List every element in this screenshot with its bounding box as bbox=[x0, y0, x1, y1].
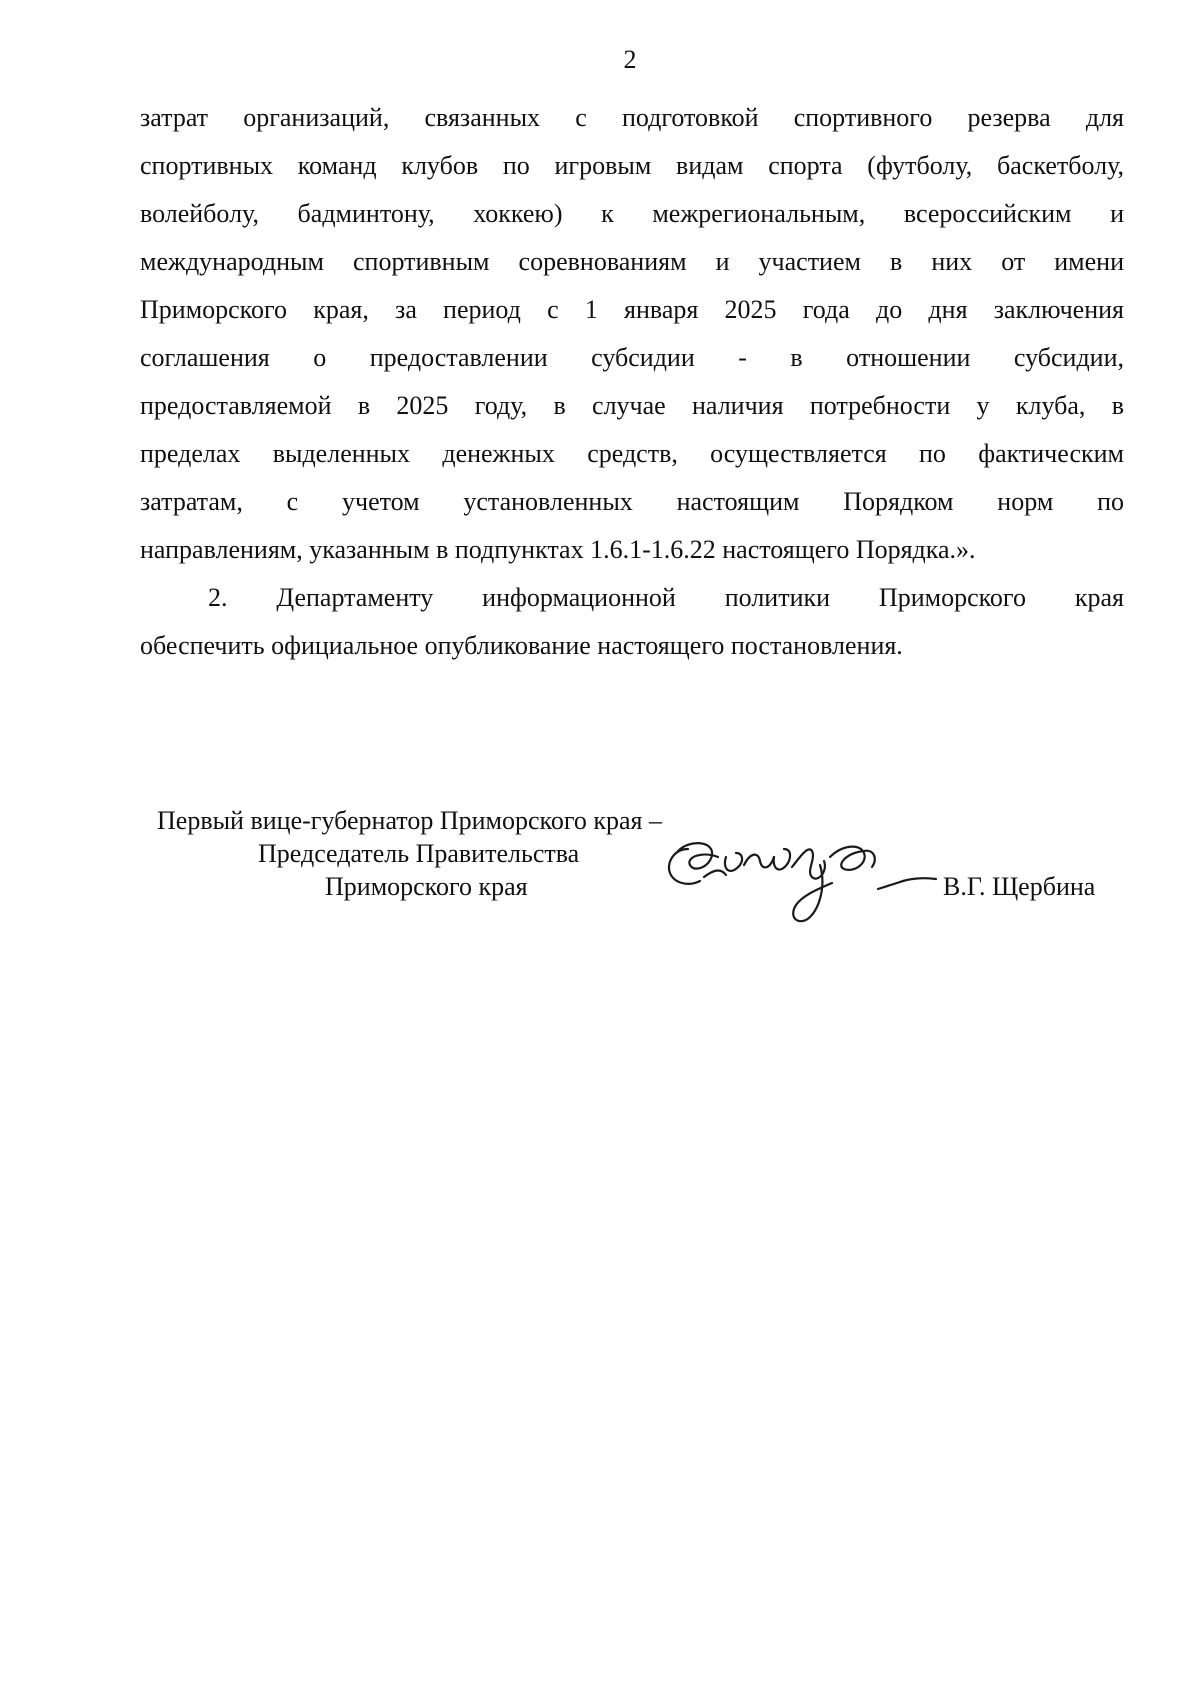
page-number: 2 bbox=[623, 45, 637, 74]
signatory-title-line-1: Первый вице-губернатор Приморского края – bbox=[157, 806, 662, 835]
body-line: затрат организаций, связанных с подготовкой спортивного резерва для bbox=[140, 103, 1124, 132]
body-line: затратам, с учетом установленных настоящим Порядком норм по bbox=[140, 487, 1124, 516]
signatory-title-line-2: Председатель Правительства bbox=[258, 839, 580, 868]
body-line: спортивных команд клубов по игровым видам спорта (футболу, баскетболу, bbox=[140, 151, 1124, 180]
body-line: обеспечить официальное опубликование настоящего постановления. bbox=[140, 631, 903, 660]
body-line: предоставляемой в 2025 году, в случае наличия потребности у клуба, в bbox=[140, 391, 1124, 420]
body-line: направлениям, указанным в подпунктах 1.6.1-1.6.22 настоящего Порядка.». bbox=[140, 535, 976, 564]
body-line: Приморского края, за период с 1 января 2025 года до дня заключения bbox=[140, 295, 1124, 324]
body-line: международным спортивным соревнованиям и участием в них от имени bbox=[140, 247, 1124, 276]
body-line: 2. Департаменту информационной политики Приморского края bbox=[208, 583, 1124, 612]
body-line: волейболу, бадминтону, хоккею) к межрегиональным, всероссийским и bbox=[140, 199, 1124, 228]
signature-block bbox=[140, 805, 1140, 945]
signatory-title-line-3: Приморского края bbox=[325, 872, 528, 901]
body-line: соглашения о предоставлении субсидии - в отношении субсидии, bbox=[140, 343, 1124, 372]
signatory-name: В.Г. Щербина bbox=[943, 872, 1096, 901]
body-line: пределах выделенных денежных средств, осуществляется по фактическим bbox=[140, 439, 1124, 468]
document-body bbox=[140, 94, 1124, 670]
handwritten-signature bbox=[660, 827, 960, 932]
